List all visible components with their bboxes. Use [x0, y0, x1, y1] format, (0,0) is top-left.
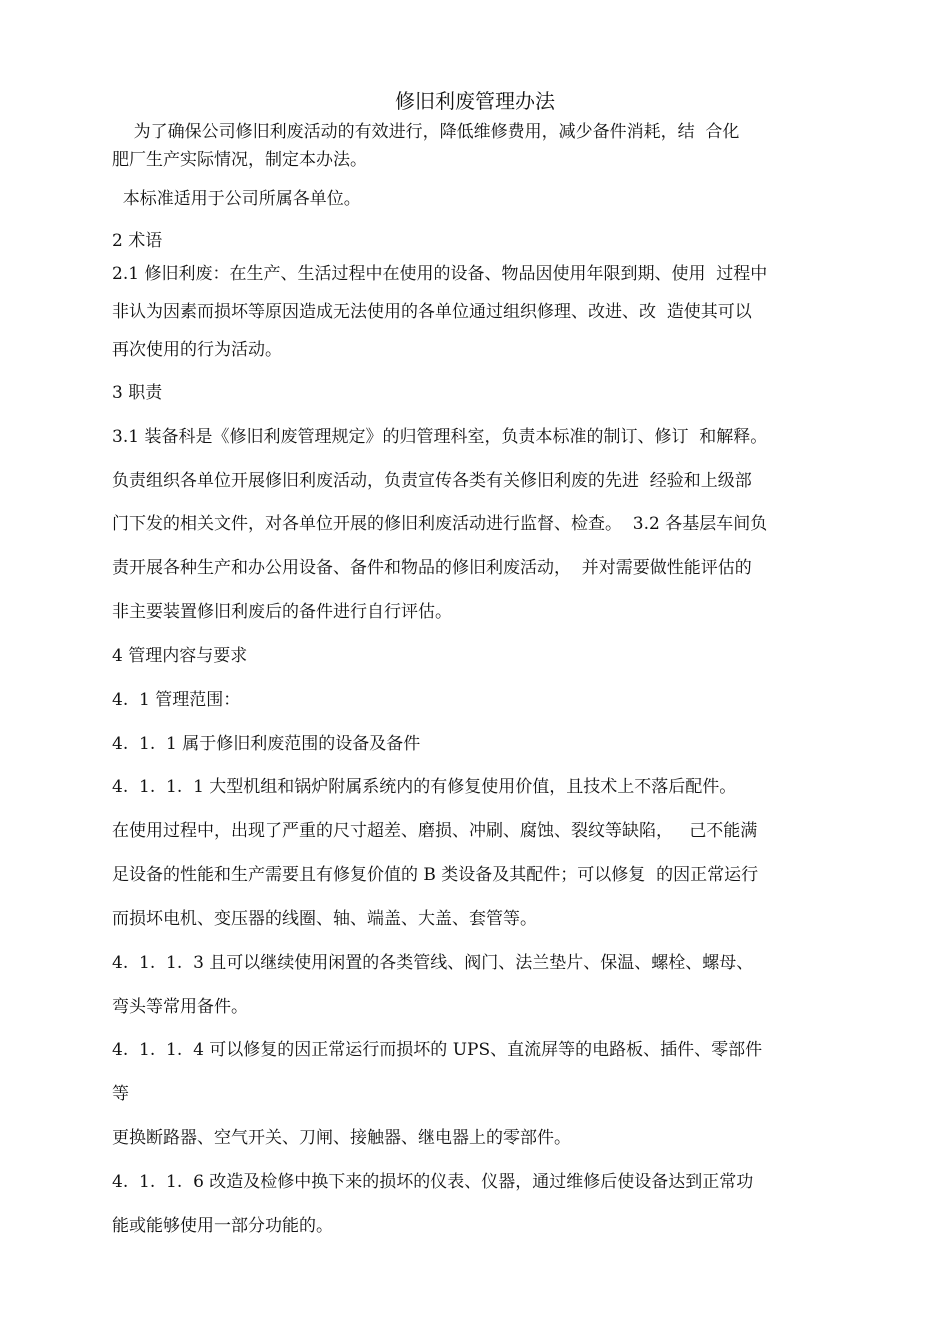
text-line: 2.1 修旧利废：在生产、生活过程中在使用的设备、物品因使用年限到期、使用 过程中 [112, 264, 768, 284]
text-line: 4. 1. 1. 4 可以修复的因正常运行而损坏的 UPS、直流屏等的电路板、插件、零部件 [112, 1040, 763, 1060]
text-line: 再次使用的行为活动。 [112, 340, 282, 360]
text-line: 4. 1 管理范围： [112, 690, 241, 710]
text-line: 4. 1. 1. 6 改造及检修中换下来的损坏的仪表、仪器，通过维修后使设备达到正常功 [112, 1172, 754, 1192]
text-line: 责开展各种生产和办公用设备、备件和物品的修旧利废活动， 并对需要做性能评估的 [112, 558, 752, 578]
text-line: 为了确保公司修旧利废活动的有效进行，降低维修费用，减少备件消耗，结 合化 [112, 122, 740, 142]
text-line: 更换断路器、空气开关、刀闸、接触器、继电器上的零部件。 [112, 1128, 571, 1148]
text-line: 能或能够使用一部分功能的。 [112, 1216, 333, 1236]
text-line: 等 [112, 1084, 129, 1104]
section-heading: 2 术语 [112, 231, 163, 251]
text-line: 足设备的性能和生产需要且有修复价值的 B 类设备及其配件；可以修复 的因正常运行 [112, 865, 759, 885]
text-line: 非认为因素而损坏等原因造成无法使用的各单位通过组织修理、改进、改 造使其可以 [112, 302, 752, 322]
text-line: 负责组织各单位开展修旧利废活动，负责宣传各类有关修旧利废的先进 经验和上级部 [112, 471, 752, 491]
section-heading: 4 管理内容与要求 [112, 646, 248, 666]
text-line: 肥厂生产实际情况，制定本办法。 [112, 150, 367, 170]
document-title: 修旧利废管理办法 [395, 89, 555, 113]
text-line: 而损坏电机、变压器的线圈、轴、端盖、大盖、套管等。 [112, 909, 537, 929]
text-line: 门下发的相关文件，对各单位开展的修旧利废活动进行监督、检查。 3.2 各基层车间负 [112, 514, 768, 534]
text-line: 在使用过程中，出现了严重的尺寸超差、磨损、冲刷、腐蚀、裂纹等缺陷， 己不能满 [112, 821, 758, 841]
text-line: 非主要装置修旧利废后的备件进行自行评估。 [112, 602, 452, 622]
section-heading: 3 职责 [112, 383, 163, 403]
text-line: 4. 1. 1. 3 且可以继续使用闲置的各类管线、阀门、法兰垫片、保温、螺栓、螺母、 [112, 953, 754, 973]
text-line: 本标准适用于公司所属各单位。 [112, 189, 361, 209]
text-line: 3.1 装备科是《修旧利废管理规定》的归管理科室，负责本标准的制订、修订 和解释。 [112, 427, 768, 447]
text-line: 4. 1. 1. 1 大型机组和锅炉附属系统内的有修复使用价值，且技术上不落后配件。 [112, 777, 737, 797]
text-line: 弯头等常用备件。 [112, 997, 248, 1017]
text-line: 4. 1. 1 属于修旧利废范围的设备及备件 [112, 734, 421, 754]
